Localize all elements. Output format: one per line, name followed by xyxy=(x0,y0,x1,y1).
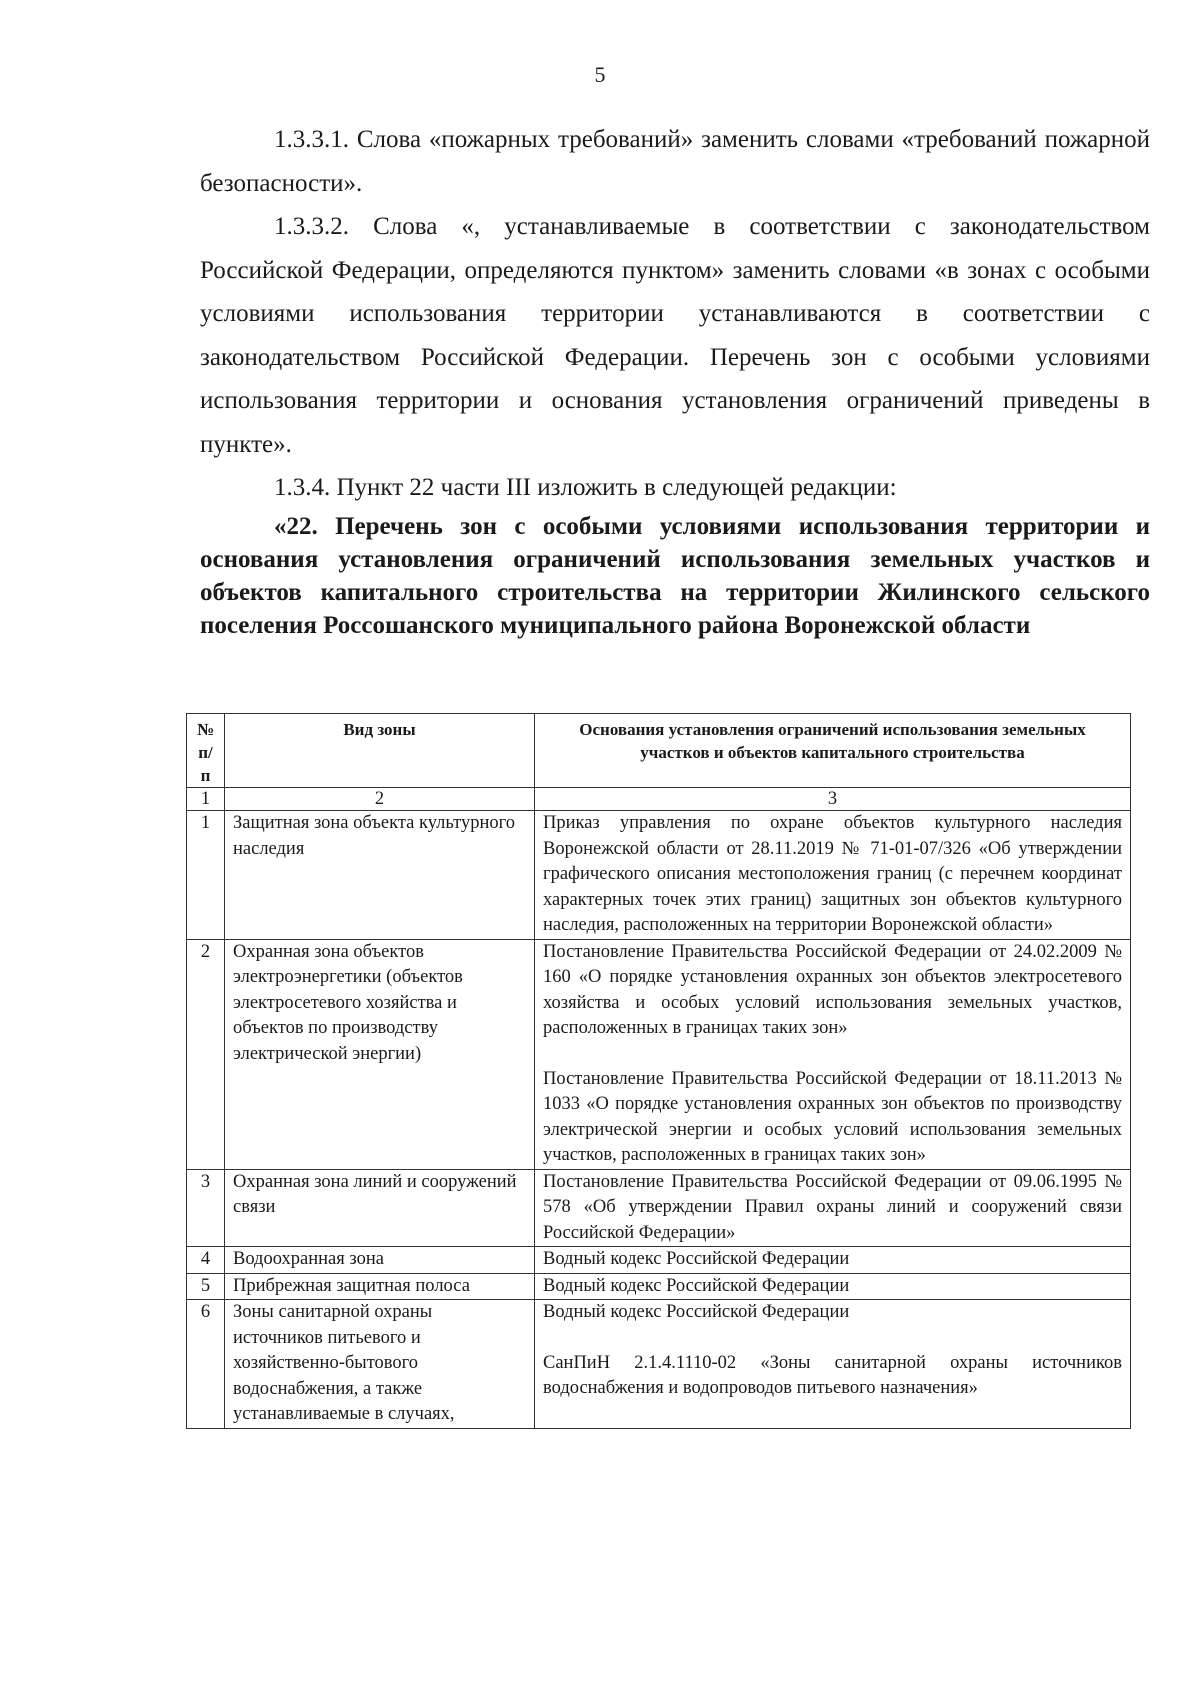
basis-document: Постановление Правительства Российской Федерации от 09.06.1995 № 578 «Об утверждении Правил охраны линий и сооружений связи Российской Федерации» xyxy=(543,1171,1122,1243)
basis-cell xyxy=(535,1247,1131,1274)
basis-cell xyxy=(535,1300,1131,1429)
table-row xyxy=(187,1273,1131,1300)
column-numbers-row xyxy=(187,788,1131,811)
header-number: № п/п xyxy=(187,714,225,788)
section-heading: «22. Перечень зон с особыми условиями использования территории и основания установления ограничений использования земельных участков и объектов капитального строительства на территории Жилинского сельского поселения Россошанского муниципального района Воронежской области xyxy=(200,512,1150,639)
row-number: 4 xyxy=(187,1247,225,1274)
zone-type: Защитная зона объекта культурного наследия xyxy=(225,811,535,940)
table-row xyxy=(187,1247,1131,1274)
basis-document: СанПиН 2.1.4.1110-02 «Зоны санитарной охраны источников водоснабжения и водопроводов питьевого назначения» xyxy=(543,1352,1122,1398)
document-body xyxy=(200,118,1150,642)
page-number: 5 xyxy=(594,62,606,87)
zone-type: Охранная зона линий и сооружений связи xyxy=(225,1169,535,1247)
basis-cell xyxy=(535,1169,1131,1247)
table-row xyxy=(187,939,1131,1169)
paragraph-1-3-3-1: 1.3.3.1. Слова «пожарных требований» заменить словами «требований пожарной безопасности». xyxy=(200,126,1150,197)
basis-document: Водный кодекс Российской Федерации xyxy=(543,1249,850,1269)
zones-table xyxy=(186,713,1131,1429)
row-number: 2 xyxy=(187,939,225,1169)
column-number: 3 xyxy=(535,788,1131,811)
column-number: 1 xyxy=(187,788,225,811)
table-row xyxy=(187,1300,1131,1429)
row-number: 3 xyxy=(187,1169,225,1247)
zone-type: Охранная зона объектов электроэнергетики (объектов электросетевого хозяйства и объектов по производству электрической энергии) xyxy=(225,939,535,1169)
basis-cell xyxy=(535,811,1131,940)
basis-document: Постановление Правительства Российской Федерации от 18.11.2013 № 1033 «О порядке установления охранных зон объектов по производству электрической энергии и особых условий использования земельных участков, расположенных в границах таких зон» xyxy=(543,1068,1122,1165)
basis-document: Приказ управления по охране объектов культурного наследия Воронежской области от 28.11.2019 № 71-01-07/326 «Об утверждении графического описания местоположения границ (с перечнем координат характерных точек этих границ) защитных зон объектов культурного наследия, расположенных на территории Воронежской области» xyxy=(543,813,1122,935)
table-row xyxy=(187,811,1131,940)
zone-type: Водоохранная зона xyxy=(225,1247,535,1274)
row-number: 6 xyxy=(187,1300,225,1429)
paragraph-1-3-3-2: 1.3.3.2. Слова «, устанавливаемые в соответствии с законодательством Российской Федерации, определяются пунктом» заменить словами «в зонах с особыми условиями использования территории устанавливаются в соответствии с законодательством Российской Федерации. Перечень зон с особыми условиями использования территории и основания установления ограничений приведены в пункте». xyxy=(200,213,1150,458)
row-number: 1 xyxy=(187,811,225,940)
basis-document: Водный кодекс Российской Федерации xyxy=(543,1275,850,1296)
basis-cell xyxy=(535,1273,1131,1300)
paragraph-1-3-4: 1.3.4. Пункт 22 части III изложить в следующей редакции: xyxy=(274,474,897,501)
basis-cell xyxy=(535,939,1131,1169)
header-basis: Основания установления ограничений использования земельных участков и объектов капитального строительства xyxy=(535,714,1131,788)
header-zone-type: Вид зоны xyxy=(225,714,535,788)
table-row xyxy=(187,1169,1131,1247)
column-number: 2 xyxy=(225,788,535,811)
row-number: 5 xyxy=(187,1273,225,1300)
basis-document: Постановление Правительства Российской Федерации от 24.02.2009 № 160 «О порядке установления охранных зон объектов электросетевого хозяйства и особых условий использования земельных участков, расположенных в границах таких зон» xyxy=(543,941,1122,1038)
zone-type: Зоны санитарной охраны источников питьевого и хозяйственно-бытового водоснабжения, а также устанавливаемые в случаях, xyxy=(225,1300,535,1429)
zone-type: Прибрежная защитная полоса xyxy=(225,1273,535,1300)
basis-document: Водный кодекс Российской Федерации xyxy=(543,1302,850,1322)
table-header-row xyxy=(187,714,1131,788)
